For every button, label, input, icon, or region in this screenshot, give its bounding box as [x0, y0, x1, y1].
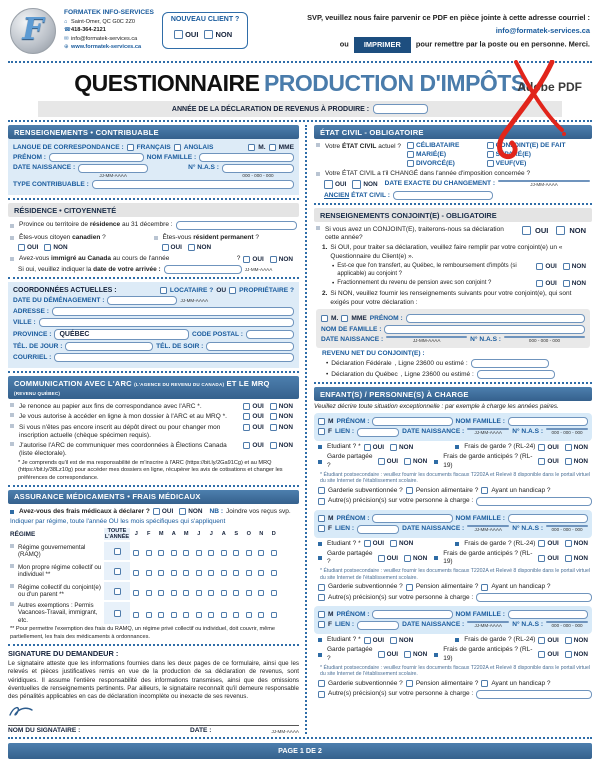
conjoint-sub2: Fractionnement du revenu de pension avec son conjoint ? — [337, 280, 492, 287]
langue-label: LANGUE DE CORRESPONDANCE : — [13, 144, 124, 151]
arc-papier-non-checkbox[interactable] — [270, 403, 277, 410]
send-instructions — [256, 12, 590, 53]
page-header — [8, 6, 592, 58]
demenagement-field[interactable] — [107, 296, 177, 305]
mail-icon: ✉ — [64, 35, 69, 42]
child-m-checkbox[interactable] — [318, 515, 325, 522]
medical-note: Indiquer par régime, toute l'année OU les mois spécifiques qui s'appliquent — [10, 517, 226, 525]
change-oui-checkbox[interactable] — [324, 180, 333, 189]
pension-checkbox[interactable] — [406, 584, 413, 591]
new-client-oui-checkbox[interactable] — [174, 30, 183, 39]
naissance-label: DATE NAISSANCE : — [13, 164, 76, 171]
ancien-etat-field[interactable] — [393, 191, 493, 200]
veuf-checkbox[interactable] — [487, 160, 494, 167]
code-postal-field[interactable] — [246, 330, 294, 339]
phone-icon: ☎ — [64, 27, 71, 34]
or-label: ou — [339, 39, 349, 49]
demenagement-label: DATE DU DÉMÉNAGEMENT : — [13, 297, 105, 305]
month-checkbox[interactable] — [233, 590, 239, 596]
etudiant-note: * Étudiant postsecondaire : veuillez fournir les documents fiscaux T2202A et Relevé 8 disponible dans le portail virtuel du site Internet de l'établissement scolaire. — [320, 664, 591, 678]
autre-checkbox[interactable] — [318, 594, 325, 601]
anticipes-oui-checkbox[interactable] — [538, 555, 545, 562]
year-input[interactable] — [373, 104, 428, 114]
anticipes-oui-checkbox[interactable] — [538, 651, 545, 658]
garderie-checkbox[interactable] — [318, 487, 325, 494]
revenu-net-label: REVENU NET DU CONJOINT(E) : — [322, 350, 425, 358]
frais-medicaux-non-checkbox[interactable] — [179, 508, 186, 515]
bullet-icon — [316, 226, 320, 230]
year-bar — [38, 101, 562, 117]
date-changement-label: DATE EXACTE DU CHANGEMENT : — [384, 180, 496, 188]
acces-ligne-oui-checkbox[interactable] — [243, 413, 250, 420]
nas-field[interactable] — [222, 164, 294, 173]
bullet-icon — [10, 510, 14, 514]
month-checkbox[interactable] — [196, 550, 202, 556]
bullet-icon — [10, 236, 14, 240]
arc-footnote: * Je comprends qu'il est de ma responsabilité de m'inscrire à l'ARC (https://bit.ly/2Ga91Cg) et au MRQ (https://bit.ly/38Lz10g) pour accéder mes dossiers en ligne, récupérer les avis de cotisations et changer les préférences de correspondance. — [18, 460, 283, 481]
month-checkbox[interactable] — [208, 612, 214, 618]
pension-checkbox[interactable] — [406, 487, 413, 494]
francais-label: FRANÇAIS — [136, 144, 171, 151]
bullet-icon — [10, 602, 14, 606]
section-communication: Je renonce au papier aux fins de correspondance avec l'ARC *. OUI NON Je vous autorise à accéder en ligne à mon dossier à l'ARC et au MRQ *. OUI NON Si vous n'êtes pas encore inscrit au dépôt direct ou pour changer mon inscription actuelle (chèque spécimen requis). OUI NON J'autorise l'ARC de communiquer mes coordonnées à Élections Canada (liste électorale). OUI NON * Je comprends qu'il est de ma responsabilité de m'inscrire à l'ARC (https://bit.ly/2Ga91Cg) et au MRQ (https://bit.ly/38Lz10g) pour accéder mes dossiers en ligne, récupérer les avis de cotisations et changer les préférences de correspondance. — [8, 399, 299, 482]
prenom-label: PRÉNOM : — [13, 154, 46, 161]
bullet-icon — [434, 460, 438, 464]
change-non-checkbox[interactable] — [352, 180, 361, 189]
revenu-federal-field[interactable] — [471, 359, 549, 368]
month-checkbox[interactable] — [196, 612, 202, 618]
etudiant-non-checkbox[interactable] — [390, 540, 397, 547]
page-subtitle: PRODUCTION D'IMPÔTS — [263, 70, 526, 96]
send-line1: SVP, veuillez nous faire parvenir ce PDF en pièce jointe à cette adresse courriel : — [307, 13, 590, 22]
anticipes-non-checkbox[interactable] — [565, 458, 572, 465]
signature-text: Le signataire atteste que les informations fournies dans les deux pages de ce formulaire, ainsi que les relevés et pièces justificatives remis en vue de la production de sa déclaration de revenus, sont véridiques. Il assume l'entière responsabilité des informations transmises, ainsi que des omissions éventuelles de renseignements pertinents. Par ailleurs, le signataire reconnaît qu'il demeure responsable des pénalités applicables en cas de déclaration incomplète ou inexacte de ses revenus. — [8, 659, 299, 701]
month-checkbox[interactable] — [221, 550, 227, 556]
month-checkbox[interactable] — [258, 550, 264, 556]
date-arrivee-field[interactable] — [164, 265, 242, 274]
month-checkbox[interactable] — [258, 570, 264, 576]
province-field[interactable]: QUÉBEC — [54, 329, 188, 340]
frais-garde-oui-checkbox[interactable] — [538, 540, 545, 547]
month-checkbox[interactable] — [183, 590, 189, 596]
month-checkbox[interactable] — [246, 570, 252, 576]
child-prenom-field[interactable] — [372, 514, 452, 523]
month-checkbox[interactable] — [208, 550, 214, 556]
section-contribuable: LANGUE DE CORRESPONDANCE : FRANÇAIS ANGLAIS M. MME PRÉNOM : NOM FAMILLE : DATE NAISSANCE : JJ-MM-AAAA N° N.A.S : 000 - 000 - 000 TYPE CONTRIBUABLE : — [8, 139, 299, 195]
depot-direct-oui-checkbox[interactable] — [243, 424, 250, 431]
month-checkbox[interactable] — [133, 612, 139, 618]
month-checkbox[interactable] — [221, 612, 227, 618]
month-checkbox[interactable] — [208, 590, 214, 596]
immigre-oui-checkbox[interactable] — [243, 256, 250, 263]
globe-icon: ⊕ — [64, 44, 69, 51]
child-block: M PRÉNOM : NOM FAMILLE : F LIEN : DATE NAISSANCE : JJ-MM-AAAA N° N.A.S : 000 - 000 - 000 Etudiant ? * OUI NON Frais de garde ? (RL-24) OUI NON Garde partagée ? OUI NON Frais de garde anticipés ? (RL-19) OUI NON * Étudiant postsecondaire : veuillez fournir les documents fiscaux T2202A et Relevé 8 disponible dans le portail virtuel du site Internet de l'établissement scolaire. Garderie subventionnée ? Pension alimentaire ? Ayant un handicap ? Autre(s) précision(s) sur votre personne à charge : — [314, 606, 592, 699]
etat-change-question: Votre ÉTAT CIVIL a t'il CHANGÉ dans l'année d'imposition concernée ? — [325, 170, 531, 177]
month-checkbox[interactable] — [271, 570, 277, 576]
elections-oui-checkbox[interactable] — [243, 442, 250, 449]
regime-perso-annee-checkbox[interactable] — [114, 568, 121, 575]
revenu-quebec-field[interactable] — [477, 370, 555, 379]
bullet-icon — [434, 556, 438, 560]
child-f-checkbox[interactable] — [318, 621, 325, 628]
bullet-icon — [455, 638, 459, 642]
page-title: QUESTIONNAIRE — [74, 70, 260, 96]
adresse-field[interactable] — [52, 307, 294, 316]
resident-oui-checkbox[interactable] — [162, 244, 169, 251]
month-checkbox[interactable] — [171, 590, 177, 596]
conjoint-question: Si vous avez un CONJOINT(E), traiterons-nous sa déclaration cette année? — [325, 226, 504, 242]
child-nom-field[interactable] — [508, 514, 588, 523]
anticipes-non-checkbox[interactable] — [565, 555, 572, 562]
month-checkbox[interactable] — [208, 570, 214, 576]
month-checkbox[interactable] — [171, 570, 177, 576]
section-medical: Avez-vous des frais médicaux à déclarer ? OUI NON NB : Joindre vos reçus svp. Indiquer par régime, toute l'année OU les mois spécifiques qui s'appliquent RÉGIME TOUTE L'ANNÉE J F M A M J J A S O N D Régime gouvernemental (RAMQ) Mon propre régime collectif ou individuel ** Régime collectif du conjoint(e) ou d'un parent ** Autres exemptions : Permis Vacances-Travail, immigrant, etc. ** Pour permettre l'exemption des frais du RAMQ, un régime privé collectif ou individuel, doit couvrir, même partiellement, les frais des médicaments à ordonnances. — [8, 504, 299, 641]
child-f-checkbox[interactable] — [318, 525, 325, 532]
etudiant-oui-checkbox[interactable] — [364, 444, 371, 451]
adobe-pdf-logo: Adobe PDF — [517, 80, 582, 94]
pension-checkbox[interactable] — [406, 680, 413, 687]
month-checkbox[interactable] — [271, 590, 277, 596]
month-checkbox[interactable] — [171, 550, 177, 556]
arc-papier-oui-checkbox[interactable] — [243, 403, 250, 410]
month-checkbox[interactable] — [233, 570, 239, 576]
frais-garde-oui-checkbox[interactable] — [538, 444, 545, 451]
month-checkbox[interactable] — [221, 570, 227, 576]
bullet-icon — [10, 544, 14, 548]
month-checkbox[interactable] — [233, 612, 239, 618]
type-contribuable-field[interactable] — [92, 180, 294, 189]
autre-checkbox[interactable] — [318, 498, 325, 505]
citoyen-non-checkbox[interactable] — [44, 244, 51, 251]
company-website: www.formatek-services.ca — [71, 44, 142, 51]
proprietaire-label: PROPRIÉTAIRE ? — [239, 287, 294, 295]
garde-partagee-non-checkbox[interactable] — [404, 555, 411, 562]
section-coordonnees: COORDONNÉES ACTUELLES : LOCATAIRE ? OU PROPRIÉTAIRE ? DATE DU DÉMÉNAGEMENT : JJ-MM-AAAA ADRESSE : VILLE : PROVINCE : QUÉBEC CODE POSTAL : TÉL. DE JOUR : TÉL. DE SOIR : COURRIEL : — [8, 282, 299, 368]
conjoint-prenom-field[interactable] — [406, 314, 585, 323]
new-client-non-checkbox[interactable] — [204, 30, 213, 39]
bullet-icon — [318, 542, 322, 546]
month-checkbox[interactable] — [221, 590, 227, 596]
left-column — [8, 125, 305, 734]
autres-exemptions-annee-checkbox[interactable] — [114, 610, 121, 617]
autre-precision-field[interactable] — [476, 690, 592, 699]
depot-direct-non-checkbox[interactable] — [270, 424, 277, 431]
print-button[interactable]: IMPRIMER — [354, 37, 411, 53]
resident-non-checkbox[interactable] — [188, 244, 195, 251]
new-client-label: NOUVEAU CLIENT ? — [170, 16, 240, 23]
signature-line: NOM DU SIGNATAIRE : DATE : JJ-MM-AAAA — [8, 726, 299, 734]
month-checkbox[interactable] — [171, 612, 177, 618]
bullet-icon — [318, 556, 322, 560]
nom-label: NOM FAMILLE : — [146, 154, 197, 161]
divider — [8, 120, 592, 122]
anglais-checkbox[interactable] — [174, 144, 181, 151]
etudiant-non-checkbox[interactable] — [390, 637, 397, 644]
page-indicator: PAGE 1 DE 2 — [8, 743, 592, 759]
province-residence-field[interactable] — [176, 221, 297, 230]
elections-non-checkbox[interactable] — [270, 442, 277, 449]
ramq-annee-checkbox[interactable] — [114, 548, 121, 555]
child-m-checkbox[interactable] — [318, 611, 325, 618]
child-prenom-field[interactable] — [372, 610, 452, 619]
year-label: ANNÉE DE LA DÉCLARATION DE REVENUS À PRODUIRE : — [171, 105, 370, 113]
company-name: FORMATEK INFO-SERVICES — [64, 9, 154, 16]
marie-checkbox[interactable] — [407, 151, 414, 158]
garde-partagee-oui-checkbox[interactable] — [378, 458, 385, 465]
conjoint-sub1: Est-ce que l'on transfert, au Québec, le remboursement d'impôts (si applicable) au conjoint ? — [337, 263, 517, 277]
month-checkbox[interactable] — [271, 550, 277, 556]
garderie-checkbox[interactable] — [318, 584, 325, 591]
conjoint-item1: Si OUI, pour traiter sa déclaration, veuillez faire remplir par votre conjoint(e) un « Questionnaire du Client(e) ». — [330, 244, 563, 260]
section-enfants-header: ENFANT(S) / PERSONNE(S) À CHARGE — [314, 387, 592, 401]
bullet-icon — [318, 638, 322, 642]
month-checkbox[interactable] — [133, 570, 139, 576]
autre-checkbox[interactable] — [318, 691, 325, 698]
send-email: info@formatek-services.ca — [495, 25, 590, 35]
tel-soir-field[interactable] — [206, 342, 294, 351]
celibataire-checkbox[interactable] — [407, 142, 414, 149]
month-checkbox[interactable] — [196, 570, 202, 576]
garde-partagee-non-checkbox[interactable] — [404, 458, 411, 465]
autre-precision-field[interactable] — [476, 593, 592, 602]
nas-label: N° N.A.S : — [188, 164, 219, 171]
conjoint-nom-field[interactable] — [384, 325, 585, 334]
child-prenom-field[interactable] — [372, 417, 452, 426]
frais-garde-non-checkbox[interactable] — [565, 444, 572, 451]
courriel-field[interactable] — [54, 353, 294, 362]
divorce-checkbox[interactable] — [407, 160, 414, 167]
transfert-oui-checkbox[interactable] — [536, 263, 543, 270]
section-signature — [8, 649, 299, 734]
garde-partagee-non-checkbox[interactable] — [404, 651, 411, 658]
title-block — [8, 66, 592, 99]
handicap-checkbox[interactable] — [481, 584, 488, 591]
garderie-checkbox[interactable] — [318, 680, 325, 687]
month-checkbox[interactable] — [246, 550, 252, 556]
section-communication-header: COMMUNICATION AVEC L'ARC (L'AGENCE DU REVENU DU CANADA) ET LE MRQ (REVENU QUÉBEC) — [8, 376, 299, 399]
conjoint-non-checkbox[interactable] — [556, 226, 565, 235]
month-checkbox[interactable] — [158, 570, 164, 576]
frais-garde-non-checkbox[interactable] — [565, 540, 572, 547]
francais-checkbox[interactable] — [127, 144, 134, 151]
bullet-icon — [10, 584, 14, 588]
month-checkbox[interactable] — [133, 550, 139, 556]
bullet-icon — [318, 460, 322, 464]
month-checkbox[interactable] — [146, 612, 152, 618]
bullet-icon — [10, 403, 14, 407]
month-checkbox[interactable] — [146, 550, 152, 556]
fractionnement-oui-checkbox[interactable] — [536, 280, 543, 287]
date-label: DATE : — [189, 726, 212, 734]
section-etat-civil-header: ÉTAT CIVIL - OBLIGATOIRE — [314, 125, 592, 139]
bullet-icon — [10, 257, 14, 261]
frais-medicaux-oui-checkbox[interactable] — [153, 508, 160, 515]
bullet-icon — [434, 653, 438, 657]
nom-field[interactable] — [199, 153, 294, 162]
section-medical-header: ASSURANCE MÉDICAMENTS • FRAIS MÉDICAUX — [8, 490, 299, 504]
bullet-icon — [10, 424, 14, 428]
regime-conjoint-annee-checkbox[interactable] — [114, 588, 121, 595]
month-checkbox[interactable] — [158, 590, 164, 596]
send-line2: pour remettre par la poste ou en personne. Merci. — [415, 39, 590, 49]
bullet-icon — [10, 413, 14, 417]
etudiant-note: * Étudiant postsecondaire : veuillez fournir les documents fiscaux T2202A et Relevé 8 disponible dans le portail virtuel du site Internet de l'établissement scolaire. — [320, 471, 591, 485]
immigre-non-checkbox[interactable] — [270, 256, 277, 263]
fractionnement-non-checkbox[interactable] — [563, 280, 570, 287]
enfants-note: Veuillez décrire toute situation exceptionnelle : par exemple à charge les années paires. — [314, 403, 559, 411]
company-info — [64, 8, 154, 51]
child-lien-field[interactable] — [357, 525, 399, 534]
month-checkbox[interactable] — [183, 550, 189, 556]
proprietaire-checkbox[interactable] — [229, 287, 236, 294]
etudiant-non-checkbox[interactable] — [390, 444, 397, 451]
company-email: info@formatek-services.ca — [71, 35, 138, 42]
section-contribuable-header: RENSEIGNEMENTS • CONTRIBUABLE — [8, 125, 299, 139]
child-block: M PRÉNOM : NOM FAMILLE : F LIEN : DATE NAISSANCE : JJ-MM-AAAA N° N.A.S : 000 - 000 - 000 Etudiant ? * OUI NON Frais de garde ? (RL-24) OUI NON Garde partagée ? OUI NON Frais de garde anticipés ? (RL-19) OUI NON * Étudiant postsecondaire : veuillez fournir les documents fiscaux T2202A et Relevé 8 disponible dans le portail virtuel du site Internet de l'établissement scolaire. Garderie subventionnée ? Pension alimentaire ? Ayant un handicap ? Autre(s) précision(s) sur votre personne à charge : — [314, 413, 592, 506]
ville-field[interactable] — [39, 318, 294, 327]
conjoint-oui-checkbox[interactable] — [522, 226, 531, 235]
monsieur-checkbox[interactable] — [248, 144, 255, 151]
month-checkbox[interactable] — [133, 590, 139, 596]
anticipes-non-checkbox[interactable] — [565, 651, 572, 658]
child-lien-field[interactable] — [357, 621, 399, 630]
month-checkbox[interactable] — [146, 570, 152, 576]
conjoint-fait-checkbox[interactable] — [487, 142, 494, 149]
medical-grid: RÉGIME TOUTE L'ANNÉE J F M A M J J A S O N D Régime gouvernemental (RAMQ) Mon propre régime collectif ou individuel ** Régime collectif du conjoint(e) ou d'un parent ** Autres exemptions : Permis Vacances-Travail, immigrant, etc. — [10, 528, 276, 624]
bullet-icon — [10, 224, 14, 228]
month-checkbox[interactable] — [196, 590, 202, 596]
child-nom-field[interactable] — [508, 417, 588, 426]
new-client-choices: OUI NON — [174, 30, 236, 39]
divider — [8, 61, 592, 63]
etudiant-note: * Étudiant postsecondaire : veuillez fournir les documents fiscaux T2202A et Relevé 8 disponible dans le portail virtuel du site Internet de l'établissement scolaire. — [320, 568, 591, 581]
new-client-box — [162, 12, 248, 49]
company-address: Saint-Omer, QC G0C 2Z0 — [71, 18, 136, 25]
frais-garde-non-checkbox[interactable] — [565, 637, 572, 644]
month-checkbox[interactable] — [233, 550, 239, 556]
separe-checkbox[interactable] — [487, 151, 494, 158]
garde-partagee-oui-checkbox[interactable] — [378, 651, 385, 658]
autre-precision-field[interactable] — [476, 497, 592, 506]
bullet-icon — [318, 653, 322, 657]
month-checkbox[interactable] — [246, 590, 252, 596]
bullet-icon — [316, 172, 320, 176]
signataire-label: NOM DU SIGNATAIRE : — [8, 726, 81, 734]
tel-jour-field[interactable] — [65, 342, 153, 351]
home-icon: ⌂ — [64, 18, 68, 25]
etudiant-oui-checkbox[interactable] — [364, 540, 371, 547]
anglais-label: ANGLAIS — [183, 144, 214, 151]
signature-header: SIGNATURE DU DEMANDEUR : — [8, 648, 119, 658]
madame-label: MME — [278, 144, 294, 151]
child-lien-field[interactable] — [357, 428, 399, 437]
child-f-checkbox[interactable] — [318, 428, 325, 435]
child-nom-field[interactable] — [508, 610, 588, 619]
section-etat-civil: Votre ÉTAT CIVIL actuel ? CÉLIBATAIRE CONJOINT(E) DE FAIT MARIÉ(E) SÉPARÉ(E) DIVORCÉ(E) VEUF(VE) Votre ÉTAT CIVIL a t'il CHANGÉ dans l'année d'imposition concernée ? OUI NON DATE EXACTE DU CHANGEMENT : JJ-MM-AAAA ANCIEN ÉTAT CIVIL : — [314, 139, 592, 200]
handicap-checkbox[interactable] — [481, 487, 488, 494]
naissance-field[interactable] — [78, 164, 148, 173]
bullet-icon — [316, 143, 320, 147]
section-residence-header: RÉSIDENCE • CITOYENNETÉ — [8, 203, 299, 217]
acces-ligne-non-checkbox[interactable] — [270, 413, 277, 420]
formatek-logo-icon: F — [10, 8, 56, 54]
conjoint-mme-checkbox[interactable] — [341, 315, 348, 322]
month-checkbox[interactable] — [146, 590, 152, 596]
locataire-label: LOCATAIRE ? — [169, 287, 214, 295]
medical-footnote: ** Pour permettre l'exemption des frais du RAMQ, un régime privé collectif ou individuel, doit couvrir, même partiellement, les frais des médicaments à ordonnances. — [10, 626, 276, 640]
bullet-icon — [10, 564, 14, 568]
month-checkbox[interactable] — [246, 612, 252, 618]
conjoint-m-checkbox[interactable] — [321, 315, 328, 322]
right-column — [305, 125, 592, 734]
bullet-icon — [154, 236, 158, 240]
bullet-icon — [318, 445, 322, 449]
type-contribuable-label: TYPE CONTRIBUABLE : — [13, 181, 89, 188]
locataire-checkbox[interactable] — [160, 287, 167, 294]
child-m-checkbox[interactable] — [318, 418, 325, 425]
conjoint-item2: Si NON, veuillez fournir les renseignements suivants pour votre conjoint(e), qui sont exigés pour votre déclaration : — [330, 290, 572, 306]
madame-checkbox[interactable] — [269, 144, 276, 151]
bullet-icon — [455, 445, 459, 449]
coordonnees-title: COORDONNÉES ACTUELLES : — [13, 287, 117, 295]
bullet-icon — [10, 442, 14, 446]
section-conjoint-header: RENSEIGNEMENTS CONJOINT(E) - OBLIGATOIRE — [314, 208, 592, 222]
section-residence: Province ou territoire de résidence au 31 décembre : Êtes-vous citoyen canadien ? OUI NON Êtes-vous résident permanent ? OUI NON Avez-vous immigré au Canada au cours de l'année ? OUI NON Si oui, veuillez indiquer la date de votre arrivée : JJ-MM-AAAA — [8, 217, 299, 274]
month-checkbox[interactable] — [183, 612, 189, 618]
etudiant-oui-checkbox[interactable] — [364, 637, 371, 644]
month-checkbox[interactable] — [158, 550, 164, 556]
month-checkbox[interactable] — [158, 612, 164, 618]
month-checkbox[interactable] — [183, 570, 189, 576]
month-checkbox[interactable] — [271, 612, 277, 618]
month-checkbox[interactable] — [258, 612, 264, 618]
transfert-non-checkbox[interactable] — [563, 263, 570, 270]
frais-garde-oui-checkbox[interactable] — [538, 637, 545, 644]
garde-partagee-oui-checkbox[interactable] — [378, 555, 385, 562]
monsieur-label: M. — [258, 144, 266, 151]
bullet-icon — [455, 542, 459, 546]
signature-mark-icon — [8, 704, 34, 718]
child-block: M PRÉNOM : NOM FAMILLE : F LIEN : DATE NAISSANCE : JJ-MM-AAAA N° N.A.S : 000 - 000 - 000 Etudiant ? * OUI NON Frais de garde ? (RL-24) OUI NON Garde partagée ? OUI NON Frais de garde anticipés ? (RL-19) OUI NON * Étudiant postsecondaire : veuillez fournir les documents fiscaux T2202A et Relevé 8 disponible dans le portail virtuel du site Internet de l'établissement scolaire. Garderie subventionnée ? Pension alimentaire ? Ayant un handicap ? Autre(s) précision(s) sur votre personne à charge : — [314, 510, 592, 603]
handicap-checkbox[interactable] — [481, 680, 488, 687]
section-conjoint: Si vous avez un CONJOINT(E), traiterons-nous sa déclaration cette année? OUI NON 1. Si OUI, pour traiter sa déclaration, veuillez faire remplir par votre conjoint(e) un « Questionnaire du Client(e) ». • Est-ce que l'on transfert, au Québec, le remboursement d'impôts (si applicable) au conjoint ? OUI NON • Fractionnement du revenu de pension avec son conjoint ? OUI NON 2. Si NON, veuillez fournir les renseignements suivants pour votre conjoint(e), qui sont exigés pour votre déclaration : M. MME PRÉNOM : NOM DE FAMILLE : DATE NAISSANCE : JJ-MM-AAAA N° N.A.S : 000 - 000 - 000 REVENU NET DU CONJOINT(E) : • Déclaration Fédérale , Ligne 23600 ou estimé : • Déclaration du Québec , Ligne 23600 ou estimé : — [314, 222, 592, 379]
anticipes-oui-checkbox[interactable] — [538, 458, 545, 465]
conjoint-identity-box: M. MME PRÉNOM : NOM DE FAMILLE : DATE NAISSANCE : JJ-MM-AAAA N° N.A.S : 000 - 000 - 000 — [316, 309, 590, 348]
prenom-field[interactable] — [49, 153, 144, 162]
company-phone: 418-364-2121 — [71, 27, 106, 34]
citoyen-oui-checkbox[interactable] — [18, 244, 25, 251]
month-checkbox[interactable] — [258, 590, 264, 596]
